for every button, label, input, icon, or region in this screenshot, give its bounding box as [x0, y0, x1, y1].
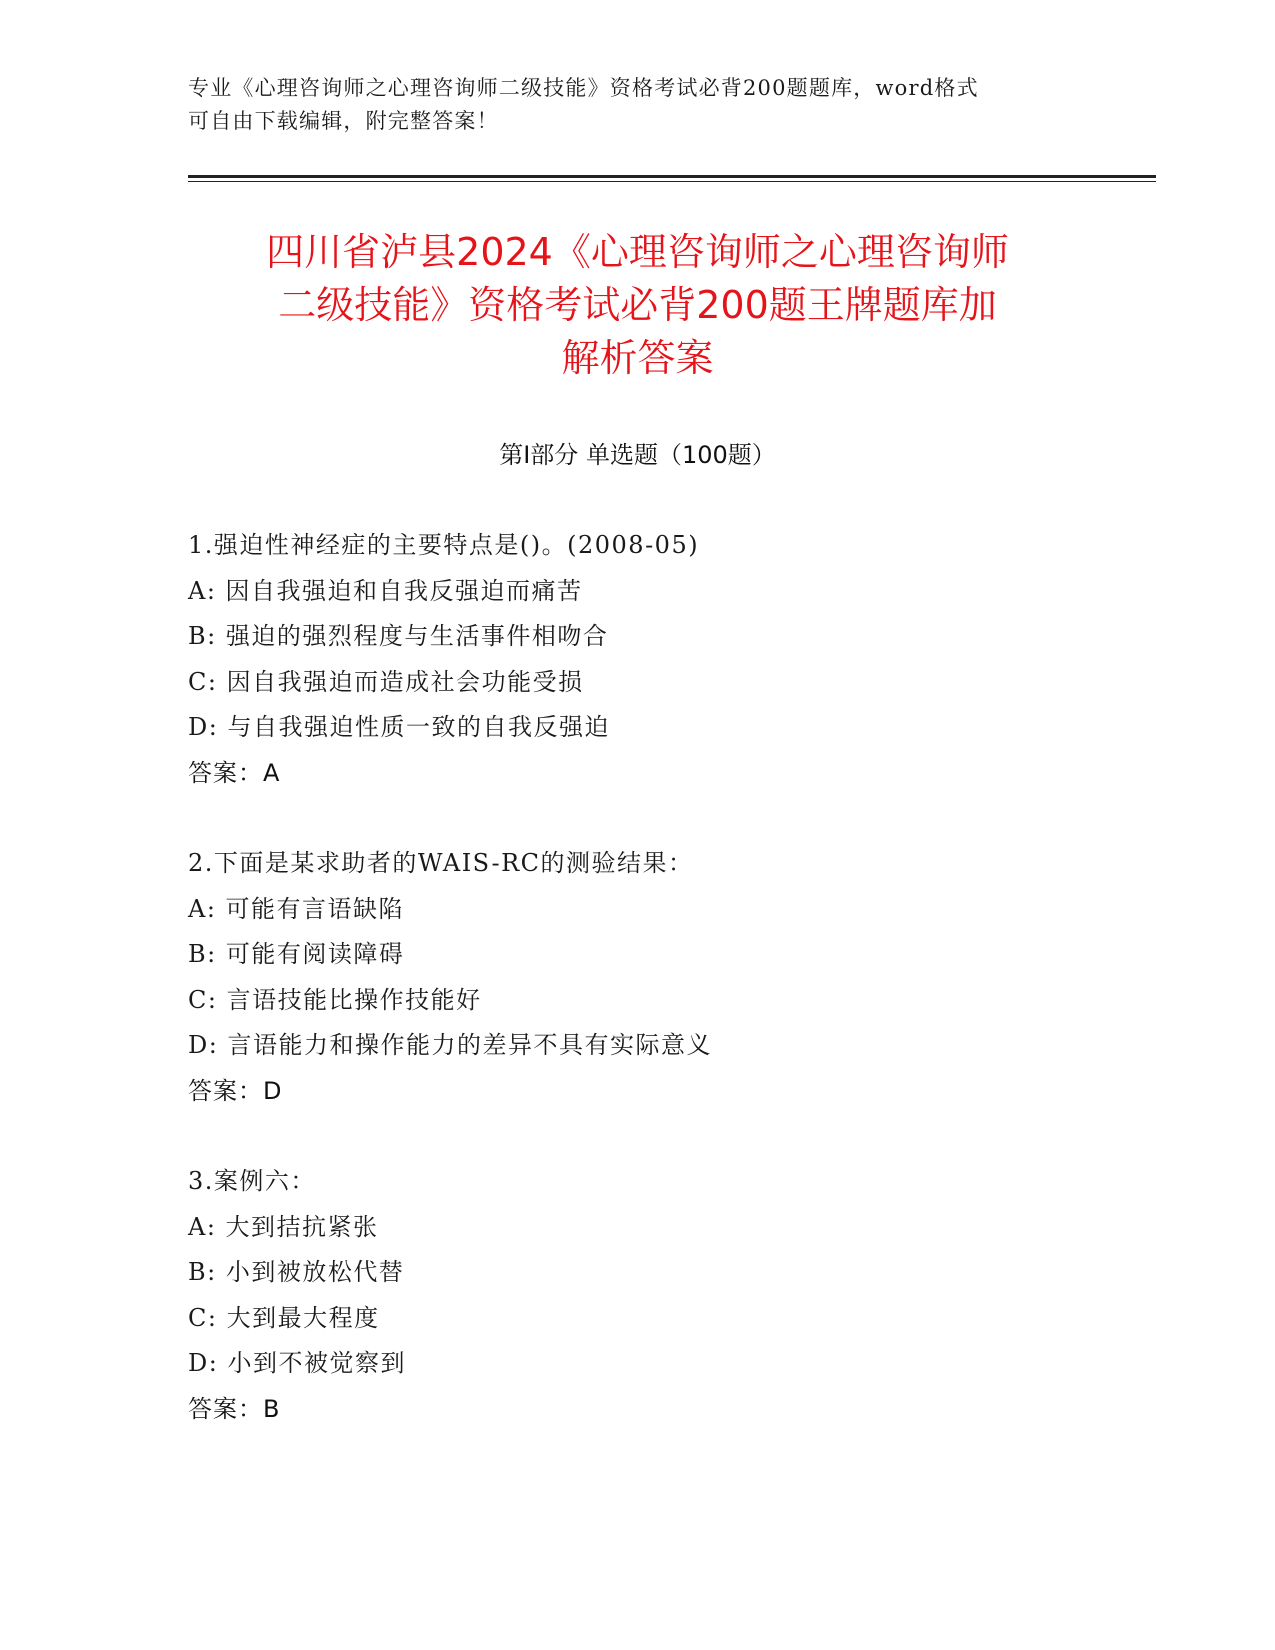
header-divider-thin — [188, 181, 1156, 182]
document-title-line-2: 二级技能》资格考试必背200题王牌题库加 — [278, 283, 997, 327]
option-b: B: 可能有阅读障碍 — [188, 940, 405, 968]
option-a: A: 因自我强迫和自我反强迫而痛苦 — [188, 576, 583, 605]
header-note — [188, 72, 1088, 138]
answer-line: 答案：D — [188, 1076, 283, 1105]
option-c: C: 大到最大程度 — [188, 1303, 380, 1332]
option-a: A: 可能有言语缺陷 — [188, 894, 405, 923]
question-stem: 3.案例六： — [188, 1167, 316, 1195]
option-d: D: 与自我强迫性质一致的自我反强迫 — [188, 713, 610, 741]
question-stem: 1.强迫性神经症的主要特点是()。(2008-05) — [188, 531, 700, 559]
question-1 — [188, 523, 1088, 796]
header-note-line-2: 可自由下载编辑，附完整答案！ — [188, 109, 499, 133]
document-title-line-1: 四川省泸县2024《心理咨询师之心理咨询师 — [266, 230, 1009, 274]
header-note-line-1: 专业《心理咨询师之心理咨询师二级技能》资格考试必背200题题库，word格式 — [188, 76, 979, 100]
option-d: D: 小到不被觉察到 — [188, 1349, 406, 1377]
option-d: D: 言语能力和操作能力的差异不具有实际意义 — [188, 1031, 712, 1059]
option-b: B: 强迫的强烈程度与生活事件相吻合 — [188, 622, 609, 650]
answer-line: 答案：B — [188, 1394, 281, 1423]
option-c: C: 言语技能比操作技能好 — [188, 985, 482, 1014]
option-a: A: 大到拮抗紧张 — [188, 1212, 379, 1241]
section-title: 第Ⅰ部分 单选题（100题） — [499, 441, 776, 469]
answer-line: 答案：A — [188, 758, 281, 787]
option-b: B: 小到被放松代替 — [188, 1258, 405, 1286]
header-divider-thick — [188, 175, 1156, 178]
question-3 — [188, 1159, 1088, 1432]
question-stem: 2.下面是某求助者的WAIS-RC的测验结果： — [188, 849, 694, 877]
document-title — [140, 226, 1135, 385]
question-2 — [188, 841, 1088, 1114]
option-c: C: 因自我强迫而造成社会功能受损 — [188, 667, 584, 696]
document-title-line-3: 解析答案 — [561, 336, 714, 380]
